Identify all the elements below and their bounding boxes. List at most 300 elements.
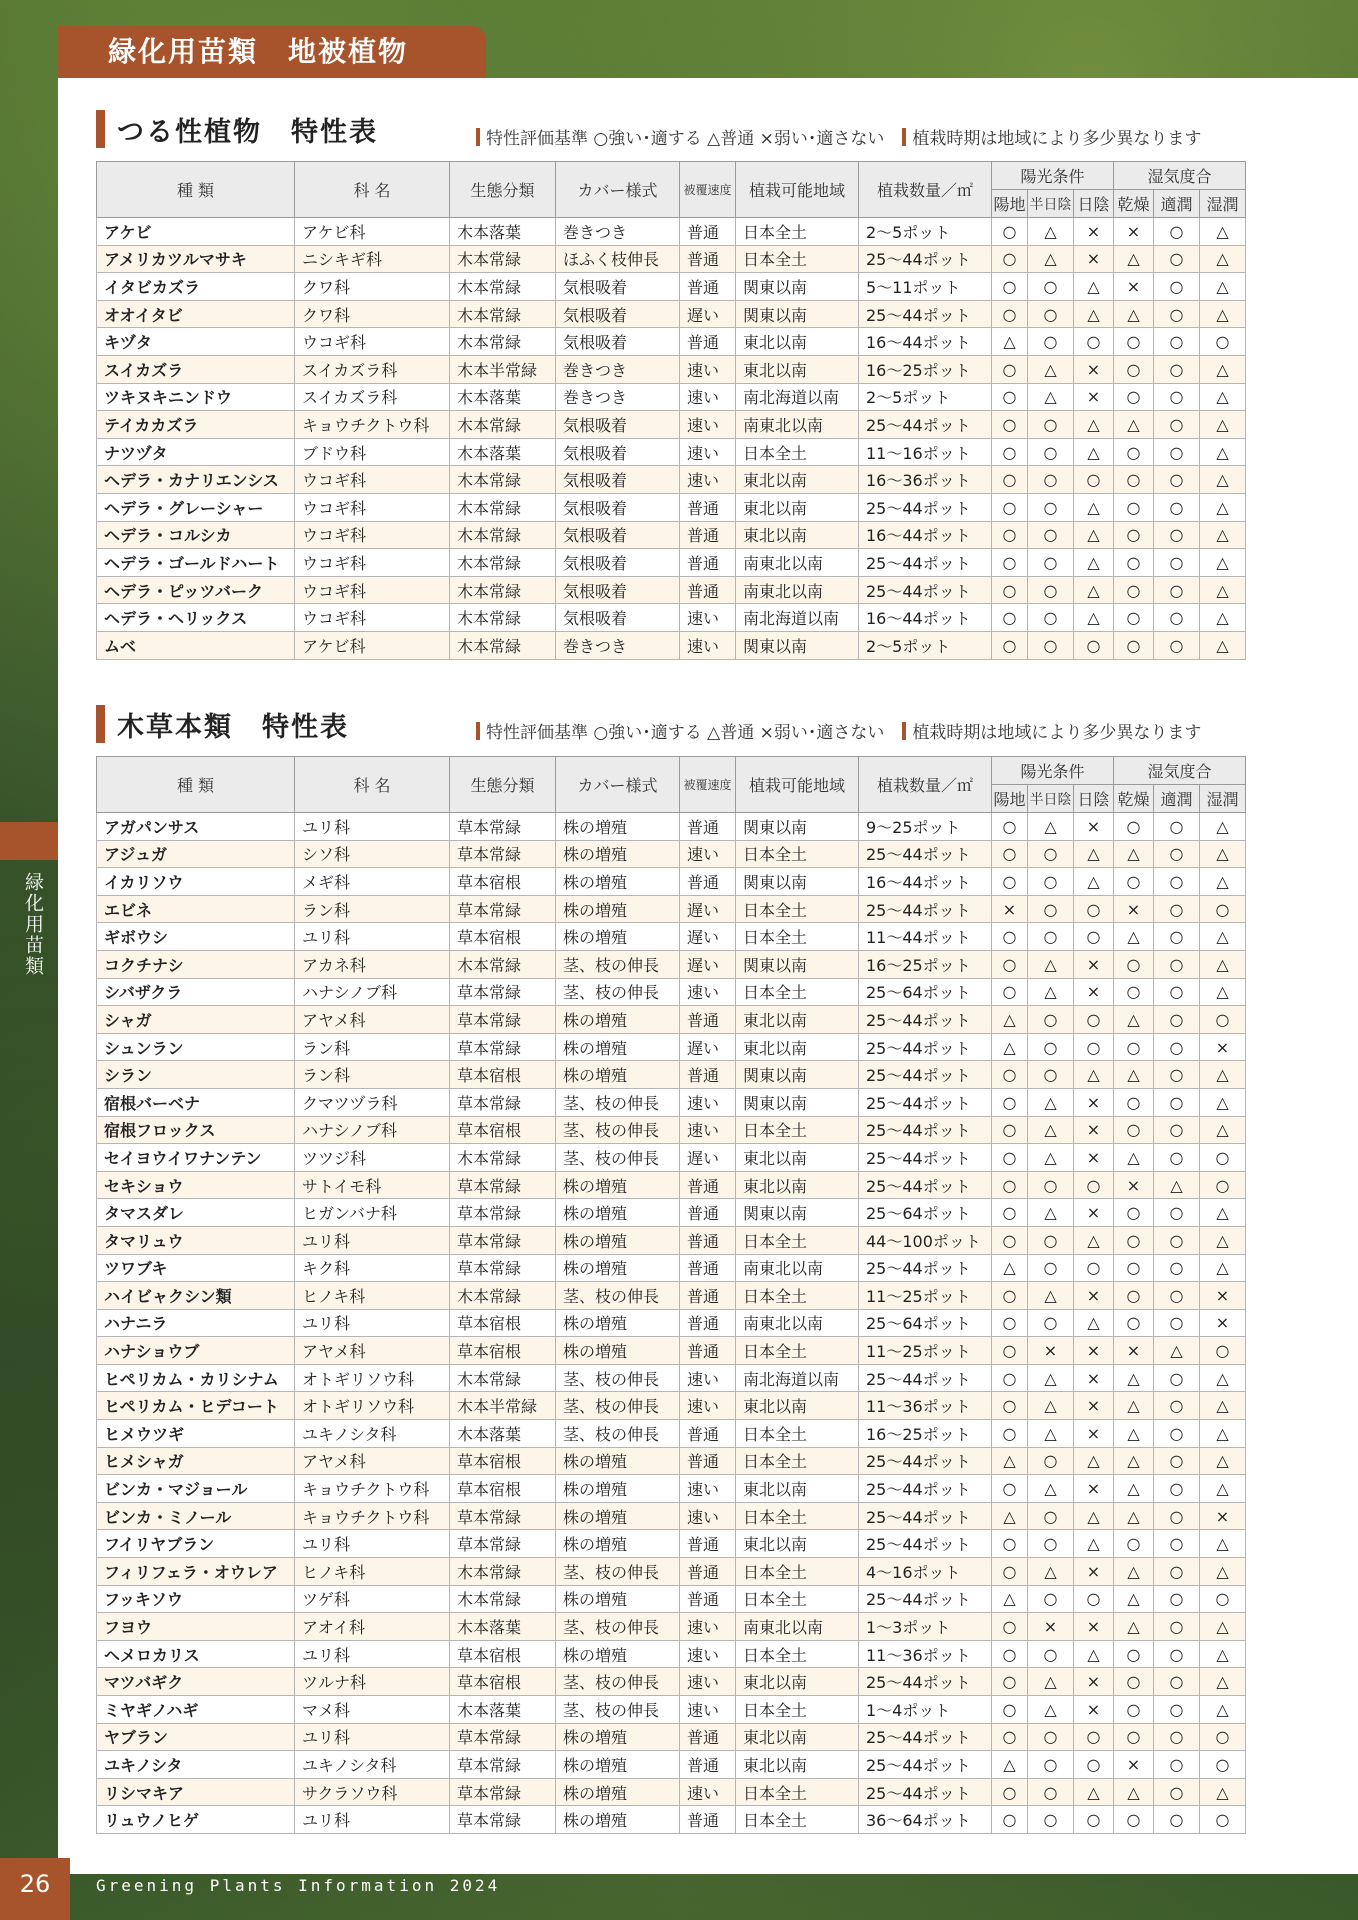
- rating-cell: ○: [1200, 1171, 1246, 1199]
- side-tab-label: 緑化用苗類: [22, 872, 44, 977]
- table-cell: 25～44ポット: [859, 493, 992, 521]
- table-cell: ユキノシタ科: [295, 1420, 450, 1448]
- table-row: [97, 1171, 1246, 1199]
- vine-section-heading: [96, 110, 378, 148]
- rating-cell: ○: [1028, 1171, 1074, 1199]
- species-cell: ヘデラ・ヘリックス: [97, 604, 295, 632]
- rating-cell: △: [1200, 549, 1246, 577]
- species-cell: ビンカ・ミノール: [97, 1502, 295, 1530]
- species-cell: コクチナシ: [97, 950, 295, 978]
- rating-cell: ○: [1028, 1006, 1074, 1034]
- species-cell: イカリソウ: [97, 868, 295, 896]
- footer-text: Greening Plants Information 2024: [96, 1876, 501, 1895]
- table-cell: 木本常緑: [450, 631, 556, 659]
- table-cell: 普通: [680, 1558, 736, 1586]
- table-cell: 16～44ポット: [859, 604, 992, 632]
- table-cell: 木本常緑: [450, 493, 556, 521]
- rating-cell: ○: [992, 923, 1028, 951]
- rating-cell: ○: [1114, 1806, 1154, 1834]
- table-cell: 日本全土: [736, 1640, 859, 1668]
- table-cell: オトギリソウ科: [295, 1364, 450, 1392]
- rating-cell: △: [992, 328, 1028, 356]
- species-cell: ツキヌキニンドウ: [97, 383, 295, 411]
- table-cell: 日本全土: [736, 895, 859, 923]
- rating-cell: ○: [992, 218, 1028, 246]
- rating-cell: △: [992, 1502, 1028, 1530]
- table-cell: 日本全土: [736, 840, 859, 868]
- table-cell: 速い: [680, 1475, 736, 1503]
- table-row: [97, 1613, 1246, 1641]
- table-row: [97, 978, 1246, 1006]
- table-cell: 木本常緑: [450, 273, 556, 301]
- rating-cell: ×: [1074, 1475, 1114, 1503]
- table-cell: 日本全土: [736, 1226, 859, 1254]
- table-cell: 株の増殖: [556, 1033, 680, 1061]
- rating-cell: ○: [992, 1475, 1028, 1503]
- table-cell: 遅い: [680, 1033, 736, 1061]
- table-cell: 25～44ポット: [859, 576, 992, 604]
- rating-cell: ○: [992, 1530, 1028, 1558]
- rating-cell: ×: [1074, 1116, 1114, 1144]
- table-cell: 株の増殖: [556, 1254, 680, 1282]
- table-cell: キョウチクトウ科: [295, 411, 450, 439]
- table-cell: 16～25ポット: [859, 950, 992, 978]
- rating-cell: △: [1028, 383, 1074, 411]
- table-cell: 南東北以南: [736, 1254, 859, 1282]
- rating-cell: △: [1200, 218, 1246, 246]
- table-cell: 東北以南: [736, 1668, 859, 1696]
- rating-cell: ×: [1074, 1088, 1114, 1116]
- table-cell: 25～44ポット: [859, 1171, 992, 1199]
- rating-cell: ○: [1114, 466, 1154, 494]
- table-cell: 関東以南: [736, 300, 859, 328]
- table-cell: 草本常緑: [450, 1226, 556, 1254]
- rating-cell: ○: [1114, 1254, 1154, 1282]
- table-cell: 木本落葉: [450, 383, 556, 411]
- table-cell: 東北以南: [736, 1530, 859, 1558]
- table-cell: 南北海道以南: [736, 383, 859, 411]
- rating-cell: ○: [1154, 1199, 1200, 1227]
- rating-cell: ×: [1074, 383, 1114, 411]
- rating-cell: ×: [1074, 978, 1114, 1006]
- table-row: [97, 1309, 1246, 1337]
- table-cell: 茎、枝の伸長: [556, 1420, 680, 1448]
- rating-cell: △: [1200, 493, 1246, 521]
- table-cell: アカネ科: [295, 950, 450, 978]
- rating-cell: ○: [1028, 1751, 1074, 1779]
- rating-cell: ○: [1154, 493, 1200, 521]
- table-cell: 関東以南: [736, 813, 859, 841]
- species-cell: ヒペリカム・カリシナム: [97, 1364, 295, 1392]
- rating-cell: ○: [1114, 521, 1154, 549]
- table-cell: 25～44ポット: [859, 300, 992, 328]
- table-row: [97, 1420, 1246, 1448]
- heading-accent-bar: [96, 110, 105, 148]
- rating-cell: ○: [1114, 1309, 1154, 1337]
- rating-cell: △: [1074, 1640, 1114, 1668]
- table-cell: ユリ科: [295, 1530, 450, 1558]
- table-row: [97, 273, 1246, 301]
- table-cell: 関東以南: [736, 868, 859, 896]
- table-cell: 普通: [680, 1447, 736, 1475]
- rating-cell: ○: [1114, 1199, 1154, 1227]
- rating-cell: △: [1074, 411, 1114, 439]
- table-cell: ウコギ科: [295, 576, 450, 604]
- table-cell: ユリ科: [295, 1806, 450, 1834]
- rating-cell: ○: [1074, 1171, 1114, 1199]
- table-cell: 25～44ポット: [859, 895, 992, 923]
- rating-cell: ○: [1200, 895, 1246, 923]
- rating-cell: △: [1028, 1392, 1074, 1420]
- table-cell: ウコギ科: [295, 493, 450, 521]
- table-cell: 関東以南: [736, 1088, 859, 1116]
- rating-cell: ○: [1154, 923, 1200, 951]
- table-cell: 速い: [680, 604, 736, 632]
- rating-cell: ○: [992, 1778, 1028, 1806]
- table-row: [97, 1723, 1246, 1751]
- rating-cell: △: [1028, 1116, 1074, 1144]
- rating-cell: ○: [992, 1640, 1028, 1668]
- table-cell: ヒノキ科: [295, 1282, 450, 1310]
- rating-cell: ×: [1200, 1502, 1246, 1530]
- rating-cell: ×: [1074, 1392, 1114, 1420]
- rating-cell: △: [1028, 245, 1074, 273]
- species-cell: フッキソウ: [97, 1585, 295, 1613]
- rating-cell: △: [1028, 1144, 1074, 1172]
- table-cell: ウコギ科: [295, 521, 450, 549]
- table-cell: 東北以南: [736, 521, 859, 549]
- rating-cell: ○: [1028, 868, 1074, 896]
- table-cell: クワ科: [295, 300, 450, 328]
- rating-cell: △: [1200, 604, 1246, 632]
- table-cell: 日本全土: [736, 1558, 859, 1586]
- species-cell: フイリヤブラン: [97, 1530, 295, 1558]
- table-cell: 日本全土: [736, 1585, 859, 1613]
- species-cell: アケビ: [97, 218, 295, 246]
- table-cell: 44～100ポット: [859, 1226, 992, 1254]
- table-cell: 木本落葉: [450, 1420, 556, 1448]
- species-cell: リシマキア: [97, 1778, 295, 1806]
- rating-cell: ○: [1114, 950, 1154, 978]
- moisture-group-header: 湿気度合: [1114, 757, 1246, 785]
- rating-cell: ○: [1154, 383, 1200, 411]
- rating-cell: ○: [1154, 438, 1200, 466]
- rating-cell: ○: [1028, 466, 1074, 494]
- table-cell: 株の増殖: [556, 1530, 680, 1558]
- table-row: [97, 950, 1246, 978]
- rating-cell: ○: [1074, 631, 1114, 659]
- rating-cell: ○: [1154, 1558, 1200, 1586]
- rating-cell: △: [1074, 840, 1114, 868]
- rating-cell: △: [1200, 1558, 1246, 1586]
- table-row: [97, 1696, 1246, 1724]
- species-cell: ヘデラ・ピッツバーク: [97, 576, 295, 604]
- table-cell: 25～64ポット: [859, 1309, 992, 1337]
- rating-cell: ○: [1154, 868, 1200, 896]
- table-row: [97, 1061, 1246, 1089]
- table-cell: 南東北以南: [736, 549, 859, 577]
- table-cell: 速い: [680, 355, 736, 383]
- table-cell: 遅い: [680, 950, 736, 978]
- rating-cell: △: [1200, 978, 1246, 1006]
- table-cell: 株の増殖: [556, 1806, 680, 1834]
- table-cell: 気根吸着: [556, 576, 680, 604]
- rating-cell: △: [1028, 978, 1074, 1006]
- table-cell: 普通: [680, 1585, 736, 1613]
- rating-cell: △: [1114, 411, 1154, 439]
- table-cell: 株の増殖: [556, 1751, 680, 1779]
- rating-cell: ○: [992, 1558, 1028, 1586]
- rating-cell: △: [1200, 438, 1246, 466]
- rating-cell: ○: [992, 549, 1028, 577]
- species-cell: フヨウ: [97, 1613, 295, 1641]
- rating-cell: ○: [1200, 1144, 1246, 1172]
- table-cell: 速い: [680, 978, 736, 1006]
- table-cell: 木本常緑: [450, 466, 556, 494]
- vine-table: [96, 161, 1246, 660]
- table-cell: ニシキギ科: [295, 245, 450, 273]
- table-cell: 東北以南: [736, 1723, 859, 1751]
- vine-heading-text: つる性植物 特性表: [117, 116, 378, 148]
- table-cell: 株の増殖: [556, 1199, 680, 1227]
- table-cell: 株の増殖: [556, 1226, 680, 1254]
- species-cell: エビネ: [97, 895, 295, 923]
- sun-subheader: 日陰: [1074, 190, 1114, 218]
- table-cell: 速い: [680, 1640, 736, 1668]
- col-quantity-header: 植栽数量／㎡: [859, 757, 992, 813]
- rating-cell: ×: [1200, 1309, 1246, 1337]
- table-cell: 東北以南: [736, 1392, 859, 1420]
- table-cell: 草本常緑: [450, 840, 556, 868]
- rating-cell: △: [1074, 1778, 1114, 1806]
- table-cell: 草本常緑: [450, 1088, 556, 1116]
- table-row: [97, 1364, 1246, 1392]
- table-cell: 遅い: [680, 923, 736, 951]
- rating-cell: △: [1074, 868, 1114, 896]
- table-cell: 11～44ポット: [859, 923, 992, 951]
- table-cell: 日本全土: [736, 1116, 859, 1144]
- table-row: [97, 813, 1246, 841]
- rating-cell: ○: [1114, 604, 1154, 632]
- table-cell: 速い: [680, 1696, 736, 1724]
- table-cell: ユリ科: [295, 1723, 450, 1751]
- species-cell: タマスダレ: [97, 1199, 295, 1227]
- rating-cell: ○: [1154, 1033, 1200, 1061]
- rating-cell: △: [1074, 576, 1114, 604]
- table-row: [97, 1447, 1246, 1475]
- rating-cell: ○: [1154, 328, 1200, 356]
- rating-cell: ○: [1028, 1778, 1074, 1806]
- table-cell: 木本半常緑: [450, 355, 556, 383]
- rating-cell: ×: [1074, 813, 1114, 841]
- table-row: [97, 1337, 1246, 1365]
- rating-cell: ×: [1074, 355, 1114, 383]
- table-cell: 草本宿根: [450, 1309, 556, 1337]
- rating-cell: ○: [992, 1226, 1028, 1254]
- moisture-subheader: 湿潤: [1200, 190, 1246, 218]
- table-cell: 速い: [680, 1613, 736, 1641]
- table-row: [97, 576, 1246, 604]
- table-cell: 木本常緑: [450, 1558, 556, 1586]
- table-cell: 茎、枝の伸長: [556, 1116, 680, 1144]
- rating-cell: ○: [1114, 1116, 1154, 1144]
- table-row: [97, 411, 1246, 439]
- table-cell: 16～25ポット: [859, 1420, 992, 1448]
- species-cell: シバザクラ: [97, 978, 295, 1006]
- rating-cell: △: [992, 1033, 1028, 1061]
- rating-cell: ○: [992, 466, 1028, 494]
- col-speed-header: 被覆速度: [680, 162, 736, 218]
- table-row: [97, 549, 1246, 577]
- table-cell: 木本常緑: [450, 300, 556, 328]
- table-cell: 25～44ポット: [859, 1778, 992, 1806]
- rating-cell: ○: [992, 1806, 1028, 1834]
- table-cell: 気根吸着: [556, 273, 680, 301]
- table-cell: 株の増殖: [556, 840, 680, 868]
- rating-cell: ○: [1154, 1668, 1200, 1696]
- species-cell: ヘデラ・グレーシャー: [97, 493, 295, 521]
- table-cell: サクラソウ科: [295, 1778, 450, 1806]
- table-cell: 日本全土: [736, 1696, 859, 1724]
- rating-cell: ○: [1200, 1006, 1246, 1034]
- table-cell: 日本全土: [736, 923, 859, 951]
- table-cell: 25～44ポット: [859, 1751, 992, 1779]
- table-cell: 巻きつき: [556, 355, 680, 383]
- table-cell: 普通: [680, 1254, 736, 1282]
- table-row: [97, 1392, 1246, 1420]
- table-cell: 速い: [680, 1364, 736, 1392]
- rating-cell: ○: [1154, 218, 1200, 246]
- rating-cell: ○: [1028, 1226, 1074, 1254]
- rating-cell: ○: [1028, 300, 1074, 328]
- rating-cell: ○: [1114, 438, 1154, 466]
- species-cell: ヘデラ・ゴールドハート: [97, 549, 295, 577]
- rating-cell: ○: [1114, 383, 1154, 411]
- table-cell: 普通: [680, 1420, 736, 1448]
- table-cell: 草本宿根: [450, 1447, 556, 1475]
- table-cell: 関東以南: [736, 950, 859, 978]
- species-cell: リュウノヒゲ: [97, 1806, 295, 1834]
- table-cell: ツツジ科: [295, 1144, 450, 1172]
- table-cell: ヒガンバナ科: [295, 1199, 450, 1227]
- rating-cell: ○: [1028, 1033, 1074, 1061]
- table-cell: 草本常緑: [450, 1530, 556, 1558]
- sun-subheader: 半日陰: [1028, 190, 1074, 218]
- rating-cell: ○: [1154, 1420, 1200, 1448]
- table-cell: 木本常緑: [450, 576, 556, 604]
- table-cell: 南東北以南: [736, 576, 859, 604]
- rating-cell: ○: [1154, 1806, 1200, 1834]
- table-cell: 16～25ポット: [859, 355, 992, 383]
- table-cell: 普通: [680, 1171, 736, 1199]
- rating-cell: ○: [1154, 300, 1200, 328]
- table-cell: 木本常緑: [450, 1585, 556, 1613]
- rating-cell: ○: [1028, 631, 1074, 659]
- table-cell: 株の増殖: [556, 868, 680, 896]
- table-cell: スイカズラ科: [295, 383, 450, 411]
- table-cell: 普通: [680, 493, 736, 521]
- species-cell: ヒメシャガ: [97, 1447, 295, 1475]
- rating-cell: ○: [992, 1613, 1028, 1641]
- table-cell: シソ科: [295, 840, 450, 868]
- rating-cell: ○: [1154, 950, 1200, 978]
- rating-cell: ○: [1028, 411, 1074, 439]
- rating-cell: ○: [992, 631, 1028, 659]
- table-cell: 草本常緑: [450, 1502, 556, 1530]
- rating-cell: △: [1114, 1502, 1154, 1530]
- rating-cell: ○: [1154, 549, 1200, 577]
- col-family-header: 科 名: [295, 162, 450, 218]
- table-cell: ユリ科: [295, 1309, 450, 1337]
- table-cell: 東北以南: [736, 466, 859, 494]
- table-cell: ユキノシタ科: [295, 1751, 450, 1779]
- rating-cell: ○: [992, 1723, 1028, 1751]
- table-cell: 普通: [680, 1006, 736, 1034]
- rating-cell: △: [1028, 813, 1074, 841]
- table-cell: 草本宿根: [450, 1668, 556, 1696]
- species-cell: セイヨウイワナンテン: [97, 1144, 295, 1172]
- table-cell: 速い: [680, 1778, 736, 1806]
- table-cell: 日本全土: [736, 978, 859, 1006]
- rating-cell: ○: [992, 383, 1028, 411]
- table-cell: メギ科: [295, 868, 450, 896]
- rating-cell: ○: [1114, 1640, 1154, 1668]
- table-cell: 東北以南: [736, 1006, 859, 1034]
- sun-subheader: 陽地: [992, 190, 1028, 218]
- table-cell: 草本常緑: [450, 895, 556, 923]
- species-cell: ヘデラ・コルシカ: [97, 521, 295, 549]
- rating-cell: ○: [992, 840, 1028, 868]
- table-cell: アヤメ科: [295, 1337, 450, 1365]
- rating-cell: ○: [1028, 1806, 1074, 1834]
- table-row: [97, 868, 1246, 896]
- table-cell: 南東北以南: [736, 411, 859, 439]
- table-cell: 関東以南: [736, 1061, 859, 1089]
- rating-cell: ○: [992, 1668, 1028, 1696]
- rating-cell: ○: [992, 1144, 1028, 1172]
- table-row: [97, 1282, 1246, 1310]
- table-cell: 日本全土: [736, 1778, 859, 1806]
- rating-cell: △: [1200, 1778, 1246, 1806]
- table-cell: 日本全土: [736, 1337, 859, 1365]
- table-cell: 25～44ポット: [859, 1475, 992, 1503]
- rating-cell: △: [1200, 521, 1246, 549]
- table-row: [97, 493, 1246, 521]
- species-cell: アジュガ: [97, 840, 295, 868]
- rating-cell: ○: [1154, 1530, 1200, 1558]
- table-cell: 関東以南: [736, 631, 859, 659]
- table-row: [97, 1144, 1246, 1172]
- table-cell: 速い: [680, 1116, 736, 1144]
- species-cell: シラン: [97, 1061, 295, 1089]
- table-cell: ラン科: [295, 1061, 450, 1089]
- rating-cell: ○: [1154, 1144, 1200, 1172]
- table-cell: 株の増殖: [556, 1778, 680, 1806]
- table-cell: 茎、枝の伸長: [556, 1364, 680, 1392]
- table-cell: 草本常緑: [450, 1806, 556, 1834]
- rating-cell: ○: [1114, 576, 1154, 604]
- rating-cell: △: [1028, 1199, 1074, 1227]
- sun-group-header: 陽光条件: [992, 757, 1114, 785]
- rating-cell: ○: [992, 1171, 1028, 1199]
- rating-cell: ×: [1074, 1668, 1114, 1696]
- rating-cell: ○: [1028, 1061, 1074, 1089]
- note-accent-bar: [902, 722, 906, 740]
- rating-cell: ○: [1028, 549, 1074, 577]
- rating-cell: ○: [1154, 1723, 1200, 1751]
- table-cell: ウコギ科: [295, 549, 450, 577]
- table-cell: 普通: [680, 813, 736, 841]
